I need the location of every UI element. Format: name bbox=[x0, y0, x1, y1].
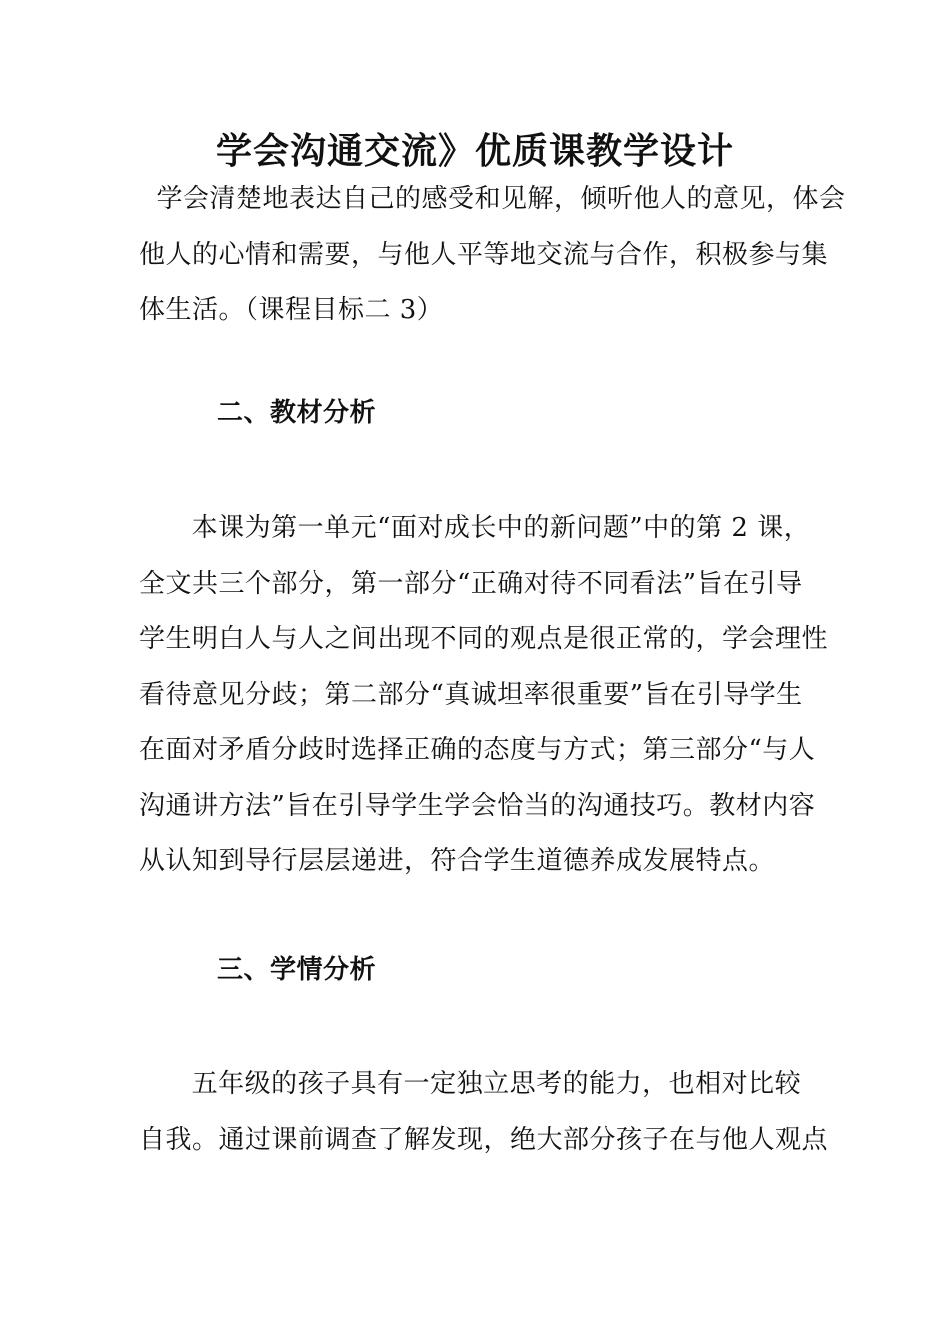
intro-paragraph bbox=[139, 172, 846, 339]
textbook-line-1: 本课为第一单元“面对成长中的新问题”中的第 2 课， bbox=[139, 513, 811, 543]
textbook-line-4: 看待意见分歧；第二部分“真诚坦率很重要”旨在引导学生 bbox=[139, 679, 803, 710]
document-title: 学会沟通交流》优质课教学设计 bbox=[215, 131, 734, 173]
textbook-line-6: 沟通讲方法”旨在引导学生学会恰当的沟通技巧。教材内容 bbox=[139, 790, 816, 821]
textbook-line-5: 在面对矛盾分歧时选择正确的态度与方式；第三部分“与人 bbox=[139, 735, 816, 765]
section-heading-textbook-analysis: 二、教材分析 bbox=[217, 398, 377, 428]
intro-line-3: 体生活。（课程目标二 3） bbox=[139, 295, 444, 325]
textbook-line-3: 学生明白人与人之间出现不同的观点是很正常的，学会理性 bbox=[139, 624, 829, 654]
textbook-line-7: 从认知到导行层层递进，符合学生道德养成发展特点。 bbox=[139, 846, 776, 876]
textbook-line-2: 全文共三个部分，第一部分“正确对待不同看法”旨在引导 bbox=[139, 568, 803, 599]
learner-analysis-paragraph bbox=[139, 1057, 829, 1168]
section-heading-learner-analysis: 三、学情分析 bbox=[217, 955, 377, 985]
textbook-analysis-paragraph bbox=[139, 501, 829, 890]
intro-line-2: 他人的心情和需要，与他人平等地交流与合作，积极参与集 bbox=[139, 239, 829, 270]
learner-line-1: 五年级的孩子具有一定独立思考的能力，也相对比较 bbox=[139, 1069, 802, 1099]
learner-line-2: 自我。通过课前调查了解发现，绝大部分孩子在与他人观点 bbox=[139, 1124, 829, 1155]
intro-line-1: 学会清楚地表达自己的感受和见解，倾听他人的意见，体会 bbox=[139, 184, 846, 214]
